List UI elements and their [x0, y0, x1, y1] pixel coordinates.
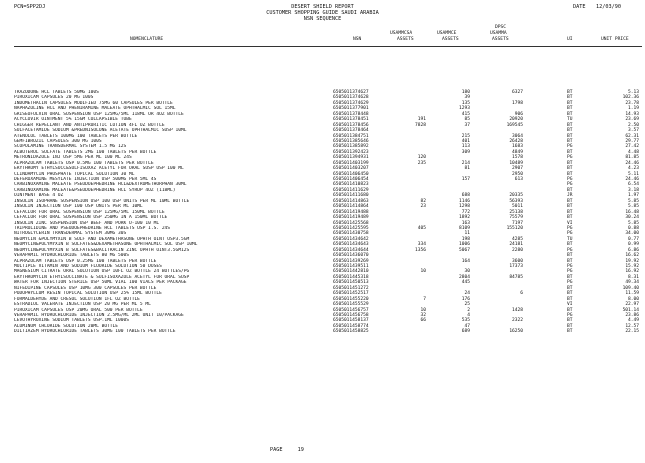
- item-dpsc-assets: 20335: [509, 193, 523, 199]
- item-unit-of-issue: BT: [567, 138, 573, 144]
- item-usammcsa-assets: 66: [420, 318, 426, 324]
- col-usammce-1: USAMMCE: [437, 31, 457, 36]
- item-usammce-assets: 30: [464, 269, 470, 275]
- item-usammcsa-assets: 334: [417, 242, 426, 248]
- item-unit-price: 8.31: [628, 274, 639, 280]
- item-nsn: 6505011458774: [333, 323, 369, 329]
- item-unit-of-issue: VI: [567, 220, 573, 226]
- item-unit-of-issue: PG: [567, 177, 573, 182]
- item-usammcsa-assets: 235: [417, 160, 426, 166]
- item-unit-price: 0.88: [628, 225, 639, 231]
- item-usammcsa-assets: 32: [420, 312, 426, 318]
- item-unit-price: 62.31: [625, 133, 639, 139]
- item-nomenclature: ESTRADIOL VALERATE INJECTION USP 20 MG PER ML 5 ML: [14, 302, 151, 308]
- item-unit-of-issue: BT: [567, 307, 573, 313]
- item-nomenclature: MAGNESIUM CITRATE ORAL SOLUTION USP 10FL OZ BOTTLE 24 BOTTLES/PG: [14, 269, 190, 275]
- item-nsn: 6505011414864: [333, 204, 369, 210]
- item-unit-of-issue: BT: [567, 198, 573, 204]
- item-nsn: 6505011392423: [333, 149, 369, 155]
- item-dpsc-assets: 7197: [512, 220, 523, 226]
- item-dpsc-assets: 4285: [512, 236, 523, 242]
- item-unit-price: 8.00: [628, 296, 639, 302]
- item-nomenclature: CEFACLOR FOR ORAL SUSPENSION USP 250MG IN A 150ML BOTTLE: [14, 215, 168, 221]
- item-usammce-assets: 8109: [459, 225, 470, 231]
- col-ui: UI: [567, 37, 573, 42]
- item-nsn: 6505011406450: [333, 171, 369, 177]
- item-nomenclature: TRIPROLIDINE AND PSEUDOEPHEDRINE HCL TABLETS USP I.S. 24S: [14, 225, 171, 231]
- item-usammcsa-assets: 405: [417, 225, 426, 231]
- item-dpsc-assets: 3600: [512, 258, 523, 264]
- date-value: 12/03/90: [596, 4, 621, 10]
- item-unit-price: 5.85: [628, 198, 639, 204]
- item-nsn: 6505011436070: [333, 253, 369, 259]
- item-nsn: 6505011394931: [333, 155, 369, 161]
- item-unit-of-issue: BT: [567, 106, 573, 112]
- item-nomenclature: CARBINOXAMINE MALEATE PSEUDOEPHEDRINE HCL&DEXTROMETHORPHAN 30ML: [14, 182, 187, 188]
- item-usammce-assets: 180: [461, 90, 470, 95]
- item-nsn: 6505011411629: [333, 187, 369, 193]
- item-dpsc-assets: 26428: [509, 138, 523, 144]
- item-unit-price: 14.93: [625, 111, 639, 117]
- item-unit-price: 16.92: [625, 269, 639, 275]
- item-unit-of-issue: BT: [567, 160, 573, 166]
- item-usammce-assets: 1146: [459, 198, 470, 204]
- item-usammce-assets: 164: [461, 258, 470, 264]
- item-unit-of-issue: BT: [567, 111, 573, 117]
- item-nomenclature: VERAPAMIL HYDROCHLORIDE TABLETS 80 MG 500S: [14, 253, 129, 259]
- item-nsn: 6505011374627: [333, 90, 369, 95]
- item-dpsc-assets: 6: [520, 291, 523, 297]
- item-nomenclature: DEFEROXAMINE MESYLATE INJECTION USP 500MG PER 5ML 4S: [14, 177, 157, 182]
- item-usammce-assets: 198: [461, 236, 470, 242]
- item-nsn: 6505011378464: [333, 128, 369, 134]
- item-dpsc-assets: 20920: [509, 117, 523, 123]
- item-unit-price: 6.54: [628, 182, 639, 188]
- header-rule: [14, 46, 642, 47]
- item-nsn: 6505011374629: [333, 100, 369, 106]
- item-usammce-assets: 81: [464, 166, 470, 172]
- item-usammce-assets: 135: [461, 100, 470, 106]
- item-usammce-assets: 47: [464, 323, 470, 329]
- item-unit-price: 24.46: [625, 160, 639, 166]
- item-nomenclature: NEOMYCIN&POLYMYXIN B SULFATES&BACITRACIN ZINC OPHTH OINT3.5GM12S: [14, 247, 190, 253]
- item-dpsc-assets: 84785: [509, 274, 523, 280]
- item-usammce-assets: 85: [464, 117, 470, 123]
- item-unit-of-issue: TU: [567, 117, 573, 123]
- item-nomenclature: ALUMINUM CHLORIDE SOLUTION 20ML BOTTLE: [14, 323, 119, 329]
- item-unit-of-issue: BT: [567, 187, 573, 193]
- item-unit-price: 22.97: [625, 302, 639, 308]
- item-unit-of-issue: PG: [567, 312, 573, 318]
- item-unit-price: 5.11: [628, 171, 639, 177]
- item-nsn: 6505011442810: [333, 269, 369, 275]
- item-usammcsa-assets: 82: [420, 198, 426, 204]
- item-nomenclature: CEFACLOR FOR ORAL SUSPENSION USP 125MG/5ML 150ML BOTTLE: [14, 209, 165, 215]
- item-nomenclature: INSULIN INJECTION USP 100 USP UNITS PER ML 10ML: [14, 204, 143, 210]
- report-subtitle: CUSTOMER SHOPPING GUIDE SAUDI ARABIA: [266, 10, 379, 16]
- col-unit-price: UNIT PRICE: [601, 37, 629, 42]
- item-usammce-assets: 535: [461, 318, 470, 324]
- item-dpsc-assets: 10489: [509, 160, 523, 166]
- item-dpsc-assets: 1798: [512, 100, 523, 106]
- doc-id: PCN=SPP2DJ: [14, 4, 46, 10]
- item-nomenclature: OINTMENT BASE 4 OZ: [14, 193, 64, 199]
- item-unit-of-issue: BT: [567, 242, 573, 248]
- item-unit-price: 5.13: [628, 90, 639, 95]
- item-nsn: 6505011455529: [333, 302, 369, 308]
- item-nsn: 6505011425568: [333, 220, 369, 226]
- item-unit-of-issue: BT: [567, 258, 573, 264]
- item-unit-price: 102.36: [622, 95, 639, 101]
- item-unit-of-issue: BT: [567, 329, 573, 335]
- item-usammce-assets: 11: [464, 231, 470, 237]
- item-nsn: 6505011450513: [333, 280, 369, 286]
- item-unit-of-issue: VI: [567, 302, 573, 308]
- item-nsn: 6505011425595: [333, 225, 369, 231]
- item-nsn: 6505011434642: [333, 236, 369, 242]
- item-dpsc-assets: 16250: [509, 329, 523, 335]
- col-dpsc-2: USAMMA: [490, 31, 507, 36]
- item-usammce-assets: 1006: [459, 242, 470, 248]
- item-nsn: 6505011430758: [333, 231, 369, 237]
- item-dpsc-assets: 25138: [509, 209, 523, 215]
- item-nsn: 6505011378451: [333, 117, 369, 123]
- item-unit-of-issue: PG: [567, 182, 573, 188]
- item-unit-price: 23.86: [625, 312, 639, 318]
- item-nsn: 6505011434643: [333, 242, 369, 248]
- item-dpsc-assets: 1578: [512, 155, 523, 161]
- item-dpsc-assets: 4849: [512, 149, 523, 155]
- item-nomenclature: PODOPHYLLUM RESIN TOPICAL SOLUTION USP 25% 15ML BOTTLE: [14, 291, 162, 297]
- col-nomenclature: NOMENCLATURE: [130, 37, 164, 42]
- item-dpsc-assets: 2322: [512, 318, 523, 324]
- item-unit-of-issue: BT: [567, 204, 573, 210]
- item-usammce-assets: 4: [467, 312, 470, 318]
- nsn-table: [0, 90, 645, 335]
- item-usammce-assets: 689: [461, 329, 470, 335]
- item-nsn: 6505011411680: [333, 193, 369, 199]
- item-unit-of-issue: PG: [567, 231, 573, 237]
- item-unit-of-issue: BT: [567, 285, 573, 291]
- item-nsn: 6505011419489: [333, 215, 369, 221]
- item-nomenclature: METRONIDAZOLE INJ USP 5MG PER ML 100 ML 24S: [14, 155, 132, 161]
- item-unit-price: 3.57: [628, 128, 639, 134]
- item-nomenclature: ALPRAZOLAM TABLETS USP 0.25MG 100 TABLETS PER BOTTLE: [14, 258, 157, 264]
- item-usammcsa-assets: 7: [423, 296, 426, 302]
- item-unit-price: 11.59: [625, 291, 639, 297]
- item-nomenclature: LEVOTHYROXINE SODIUM TABLETS USP.1ML 1000S: [14, 318, 129, 324]
- item-unit-of-issue: BT: [567, 128, 573, 134]
- item-unit-price: 0.77: [628, 236, 639, 242]
- item-unit-price: 4.49: [628, 318, 639, 324]
- item-nsn: 6505011456757: [333, 307, 369, 313]
- item-nomenclature: ERYTHROMYCIN ETHYLSUCCINATE & SULFISOXAZOLE ACETYL FOR ORAL SUSP: [14, 274, 190, 280]
- item-nsn: 6505011403207: [333, 166, 369, 172]
- item-nomenclature: ALBUTEROL SULFATE TABLETS 2MG 100 TABLETS PER BOTTLE: [14, 149, 157, 155]
- item-nomenclature: SCOPOLAMINE TRANSDERMAL SYSTEM 1.5 MG 12S: [14, 144, 127, 150]
- item-nsn: 6505011378448: [333, 111, 369, 117]
- item-dpsc-assets: 906: [514, 111, 523, 117]
- item-nsn: 6505011452517: [333, 291, 369, 297]
- item-unit-price: 49.34: [625, 280, 639, 286]
- item-nomenclature: NIFEDIPINE CAPSULES USP 10MG 300 CAPSULES PER BOTTLE: [14, 285, 157, 291]
- item-nomenclature: CHIGGER REPELLANT AND ANTIPRURITIC LOTION 4FL OZ BOTTLE: [14, 122, 165, 128]
- item-usammce-assets: 772: [461, 209, 470, 215]
- item-nsn: 6505011439511: [333, 264, 369, 269]
- item-nomenclature: INDOMETHACIN CAPSULES MODIFIED 75MG 60 CAPSULES PER BOTTLE: [14, 100, 173, 106]
- table-row: [0, 329, 645, 334]
- item-usammcsa-assets: 1356: [415, 247, 426, 253]
- item-unit-price: 15.92: [625, 264, 639, 269]
- item-unit-price: 22.15: [625, 329, 639, 335]
- item-usammce-assets: 113: [461, 144, 470, 150]
- item-nomenclature: PIROXICAM CAPSULES 20 MG 100S: [14, 95, 94, 101]
- item-usammcsa-assets: 120: [417, 155, 426, 161]
- item-unit-price: 29.77: [625, 138, 639, 144]
- item-nomenclature: WATER FOR INJECTION STERILE USP 50ML VIAL 100 VIALS PER PACKAGE: [14, 280, 187, 286]
- item-unit-price: 5.85: [628, 220, 639, 226]
- item-usammcsa-assets: 191: [417, 117, 426, 123]
- item-dpsc-assets: 3064: [512, 133, 523, 139]
- item-unit-price: 0.99: [628, 242, 639, 248]
- report-title: DESERT SHIELD REPORT: [291, 4, 354, 10]
- item-unit-price: 12.57: [625, 323, 639, 329]
- item-usammce-assets: 1298: [459, 204, 470, 210]
- item-unit-price: 4.23: [628, 166, 639, 172]
- col-usammcsa-2: ASSETS: [397, 37, 414, 42]
- item-unit-of-issue: BT: [567, 171, 573, 177]
- item-nomenclature: NEOMYCIN &POLYMYXIN B SULF AND DEXAMETHASONE OPHTH OINT USP3.5GM: [14, 236, 190, 242]
- item-unit-price: 19.92: [625, 258, 639, 264]
- item-unit-of-issue: PG: [567, 247, 573, 253]
- item-nsn: 6505011439269: [333, 258, 369, 264]
- item-nsn: 6505011414863: [333, 198, 369, 204]
- item-nomenclature: NITROGLYCERIN TRANSDERMAL SYSTEM 30MG 30S: [14, 231, 127, 237]
- item-nomenclature: ERYTHROMY ETHYLSUCC&SULFISOXAZ ACETYL FOR ORAL SUSP USP 100 ML: [14, 166, 184, 172]
- page-number: 19: [297, 447, 304, 453]
- item-nomenclature: CARBINOXAMINE MALEATE&PSEUDOEPHEDRINE HCL SYRUP 4OZ (118ML): [14, 187, 176, 193]
- item-usammce-assets: 309: [461, 149, 470, 155]
- item-unit-of-issue: BT: [567, 274, 573, 280]
- item-unit-of-issue: BT: [567, 323, 573, 329]
- item-unit-price: 5.85: [628, 204, 639, 210]
- page-footer: [270, 447, 304, 453]
- item-usammce-assets: 214: [461, 160, 470, 166]
- page-label: PAGE: [270, 447, 283, 453]
- item-unit-of-issue: BT: [567, 215, 573, 221]
- item-nsn: 6505011378456: [333, 122, 369, 128]
- item-nomenclature: GEMFIBROZIL CAPSULES 300 MG 100S: [14, 138, 102, 144]
- item-dpsc-assets: 2950: [512, 171, 523, 177]
- item-unit-price: 3.18: [628, 187, 639, 193]
- item-unit-of-issue: PG: [567, 264, 573, 269]
- item-nsn: 6505011406454: [333, 177, 369, 182]
- item-unit-price: 24.46: [625, 177, 639, 182]
- item-unit-of-issue: BT: [567, 95, 573, 101]
- item-dpsc-assets: 24181: [509, 242, 523, 248]
- report-sequence: NSN SEQUENCE: [303, 16, 342, 22]
- item-unit-price: 1.97: [628, 193, 639, 199]
- item-unit-of-issue: BT: [567, 318, 573, 324]
- item-nomenclature: GRISEOFULVIN ORAL SUSPENSION USP 125MG/5ML 118ML OR 4OZ BOTTLE: [14, 111, 184, 117]
- item-unit-of-issue: PG: [567, 155, 573, 161]
- item-unit-of-issue: BT: [567, 133, 573, 139]
- item-dpsc-assets: 56393: [509, 198, 523, 204]
- item-usammce-assets: 215: [461, 133, 470, 139]
- item-usammce-assets: 2: [467, 307, 470, 313]
- item-unit-of-issue: PG: [567, 225, 573, 231]
- item-usammcsa-assets: 10: [420, 307, 426, 313]
- item-nsn: 6505011451272: [333, 285, 369, 291]
- item-nomenclature: PIROXICAM CAPSULES USP 20MG ORAL 500 PER BOTTLE: [14, 307, 143, 313]
- item-unit-of-issue: BT: [567, 149, 573, 155]
- item-unit-price: 1.19: [628, 106, 639, 112]
- item-nomenclature: ALPRAZOLAM TABLETS USP 0.5MG 100 TABLETS PER BOTTLE: [14, 160, 154, 166]
- item-unit-price: 81.85: [625, 155, 639, 161]
- item-nomenclature: NAPHAZOLINE HCL AND PHENIRAMINE MALEATE OPHTHALMIC SOL 15ML: [14, 106, 176, 112]
- item-unit-price: 30.24: [625, 215, 639, 221]
- item-nsn: 6505011455220: [333, 296, 369, 302]
- item-dpsc-assets: 2907: [512, 166, 523, 172]
- item-usammce-assets: 157: [461, 177, 470, 182]
- item-unit-of-issue: BT: [567, 209, 573, 215]
- item-usammce-assets: 163: [461, 220, 470, 226]
- item-nomenclature: MULTIPLE VITAMIN AND SODIUM FLUORIDE SOLUTION 50 DOSES: [14, 264, 162, 269]
- item-nsn: 6505011384751: [333, 133, 369, 139]
- item-nsn: 6505011377901: [333, 106, 369, 112]
- item-usammce-assets: 2804: [459, 274, 470, 280]
- item-nomenclature: CLINDAMYCIN PHOSPHATE TOPICAL SOLUTION 30 ML: [14, 171, 135, 177]
- item-unit-of-issue: TU: [567, 236, 573, 242]
- item-nomenclature: VERAPAMIL HYDROCHLORIDE INJECTION 2.5MG/ML 2ML UNIT 10/PACKAGE: [14, 312, 184, 318]
- date-label: DATE: [573, 4, 586, 10]
- item-nsn: 6505011419488: [333, 209, 369, 215]
- item-unit-price: 23.78: [625, 100, 639, 106]
- item-usammce-assets: 39: [464, 95, 470, 101]
- item-usammce-assets: 688: [461, 193, 470, 199]
- item-usammce-assets: 25: [464, 302, 470, 308]
- item-usammce-assets: 445: [461, 280, 470, 286]
- item-unit-of-issue: JR: [567, 193, 573, 199]
- item-nsn: 6505011374628: [333, 95, 369, 101]
- item-nsn: 6505011403199: [333, 160, 369, 166]
- item-unit-price: 16.62: [625, 253, 639, 259]
- item-usammce-assets: 176: [461, 296, 470, 302]
- item-dpsc-assets: 155120: [506, 225, 523, 231]
- item-unit-price: 27.42: [625, 144, 639, 150]
- item-nomenclature: INSULIN ZINC SUSPENSION USP BEEF AND PORK U-100 10 ML: [14, 220, 160, 226]
- item-unit-price: 501.14: [622, 307, 639, 313]
- item-unit-price: 4.48: [628, 149, 639, 155]
- item-unit-of-issue: BT: [567, 122, 573, 128]
- item-nsn: 6505011445318: [333, 274, 369, 280]
- item-nomenclature: ACYCLOVIR OINTMENT 5% 15GM COLLAPSIBLE TUBE: [14, 117, 132, 123]
- item-nomenclature: NEOMYCIN&POLYMYXIN B SULFATES&DEXAMETHASONE OPHTHALMIC SOL USP 10ML: [14, 242, 198, 248]
- item-dpsc-assets: 1683: [512, 144, 523, 150]
- item-unit-price: 2.50: [628, 122, 639, 128]
- item-nomenclature: ATENOLOL TABLETS 100MG 100 TABLETS PER BOTTLE: [14, 133, 138, 139]
- item-unit-of-issue: BT: [567, 291, 573, 297]
- item-nomenclature: SULFACETAMIDE SODIUM &PREDNISOLONE ACETATE OPHTHALMIC SUSP 10ML: [14, 128, 187, 134]
- item-nsn: 6505011458137: [333, 318, 369, 324]
- col-usammcsa-1: USAMMCSA: [390, 31, 413, 36]
- item-usammce-assets: 5067: [459, 247, 470, 253]
- item-dpsc-assets: 169545: [506, 122, 523, 128]
- item-unit-price: 109.40: [622, 285, 639, 291]
- item-nomenclature: DILTIAZEM HYDROCHLORIDE TABLETS 30MG 100 TABLETS PER BOTTLE: [14, 329, 176, 335]
- col-nsn: NSN: [353, 37, 362, 42]
- item-nomenclature: INSULIN ISOPHANE SUSPENSION USP 100 USP UNITS PER ML 10ML BOTTLE: [14, 198, 190, 204]
- col-dpsc-1: DPSC: [495, 25, 507, 30]
- item-usammce-assets: 401: [461, 138, 470, 144]
- col-dpsc-3: ASSETS: [492, 37, 509, 42]
- item-nomenclature: TRAZODONE HCL TABLETS 50MG 100S: [14, 90, 99, 95]
- item-unit-of-issue: BT: [567, 90, 573, 95]
- item-nomenclature: FORMALDEHYDE AND CRESOL SOLUTION 1FL OZ BOTTLE: [14, 296, 140, 302]
- item-nsn: 6505011385892: [333, 144, 369, 150]
- item-dpsc-assets: 6327: [512, 90, 523, 95]
- item-unit-of-issue: BT: [567, 166, 573, 172]
- item-unit-of-issue: PG: [567, 144, 573, 150]
- item-dpsc-assets: 17373: [509, 264, 523, 269]
- item-usammce-assets: 37: [464, 122, 470, 128]
- item-nsn: 6505011456758: [333, 312, 369, 318]
- item-usammcsa-assets: 23: [420, 204, 426, 210]
- item-dpsc-assets: 5011: [512, 204, 523, 210]
- item-usammce-assets: 1293: [459, 106, 470, 112]
- item-unit-price: 6.86: [628, 247, 639, 253]
- item-dpsc-assets: 613: [514, 177, 523, 182]
- item-nsn: 6505011434644: [333, 247, 369, 253]
- item-unit-price: 16.48: [625, 209, 639, 215]
- item-nsn: 6505011410823: [333, 182, 369, 188]
- item-nsn: 6505011385646: [333, 138, 369, 144]
- item-usammcsa-assets: 10: [420, 269, 426, 275]
- item-usammce-assets: 415: [461, 111, 470, 117]
- item-unit-price: 34.00: [625, 231, 639, 237]
- item-unit-of-issue: PG: [567, 280, 573, 286]
- item-usammce-assets: 24: [464, 291, 470, 297]
- item-unit-of-issue: BT: [567, 100, 573, 106]
- col-usammce-2: ASSETS: [442, 37, 459, 42]
- item-usammcsa-assets: 7828: [415, 122, 426, 128]
- item-dpsc-assets: 1428: [512, 307, 523, 313]
- item-unit-of-issue: PG: [567, 269, 573, 275]
- item-usammce-assets: 1892: [459, 215, 470, 221]
- item-unit-price: 23.69: [625, 117, 639, 123]
- item-unit-of-issue: BT: [567, 296, 573, 302]
- item-nsn: 6505011458825: [333, 329, 369, 335]
- item-dpsc-assets: 2280: [512, 247, 523, 253]
- item-unit-of-issue: BT: [567, 253, 573, 259]
- item-dpsc-assets: 75579: [509, 215, 523, 221]
